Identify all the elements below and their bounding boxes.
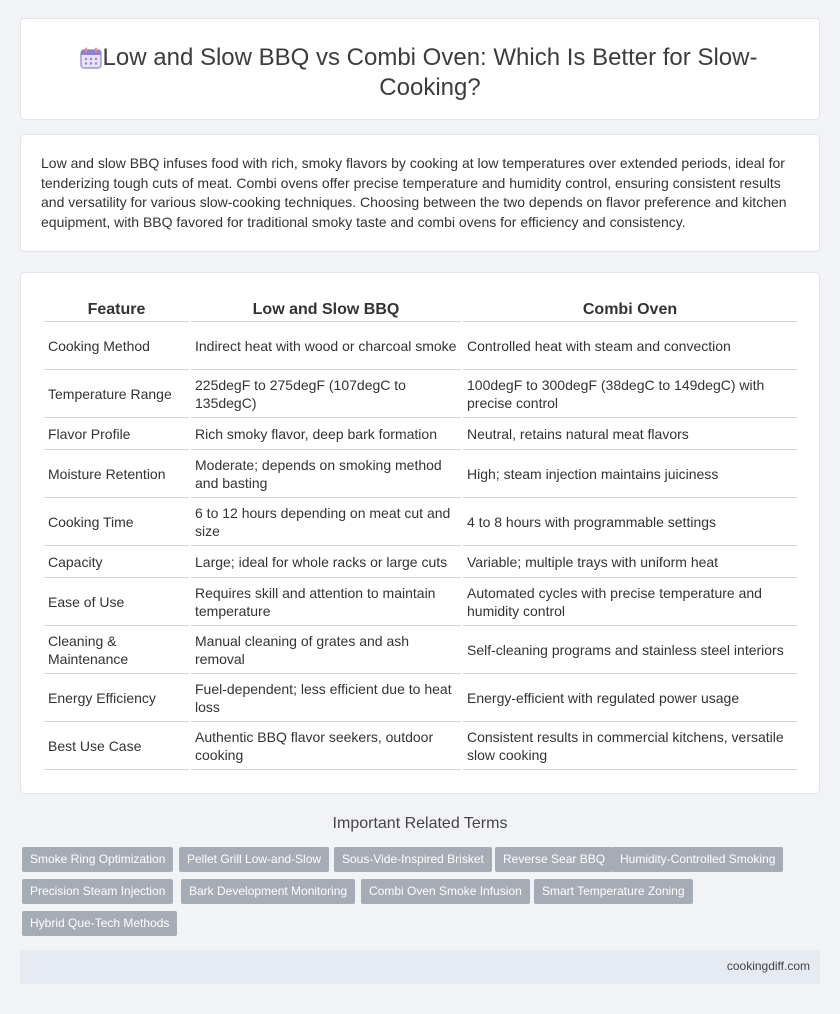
feature-cell: Cleaning & Maintenance bbox=[44, 626, 189, 674]
comparison-table bbox=[42, 294, 799, 770]
tag-humidity-controlled-smoking[interactable]: Humidity-Controlled Smoking bbox=[612, 847, 783, 872]
combi-cell: High; steam injection maintains juiciness bbox=[463, 450, 797, 498]
combi-cell: Self-cleaning programs and stainless steel interiors bbox=[463, 626, 797, 674]
feature-cell: Flavor Profile bbox=[44, 418, 189, 450]
header-bbq: Low and Slow BBQ bbox=[191, 294, 461, 322]
combi-cell: Neutral, retains natural meat flavors bbox=[463, 418, 797, 450]
tag-precision-steam-injection[interactable]: Precision Steam Injection bbox=[22, 879, 173, 904]
combi-cell: Energy-efficient with regulated power usage bbox=[463, 674, 797, 722]
bbq-cell: Moderate; depends on smoking method and basting bbox=[191, 450, 461, 498]
feature-cell: Temperature Range bbox=[44, 370, 189, 418]
footer-site-link[interactable]: cookingdiff.com bbox=[726, 959, 810, 973]
table-row bbox=[44, 674, 797, 722]
feature-cell: Capacity bbox=[44, 546, 189, 578]
table-row bbox=[44, 722, 797, 770]
tag-bark-development[interactable]: Bark Development Monitoring bbox=[181, 879, 355, 904]
combi-cell: Variable; multiple trays with uniform heat bbox=[463, 546, 797, 578]
bbq-cell: 6 to 12 hours depending on meat cut and size bbox=[191, 498, 461, 546]
title-card bbox=[20, 18, 820, 120]
feature-cell: Cooking Time bbox=[44, 498, 189, 546]
combi-cell: 4 to 8 hours with programmable settings bbox=[463, 498, 797, 546]
bbq-cell: Rich smoky flavor, deep bark formation bbox=[191, 418, 461, 450]
table-row bbox=[44, 546, 797, 578]
header-combi: Combi Oven bbox=[463, 294, 797, 322]
table-row bbox=[44, 578, 797, 626]
table-row bbox=[44, 418, 797, 450]
tag-reverse-sear[interactable]: Reverse Sear BBQ bbox=[495, 847, 613, 872]
tag-hybrid-que-tech[interactable]: Hybrid Que-Tech Methods bbox=[22, 911, 177, 936]
combi-cell: Consistent results in commercial kitchens, versatile slow cooking bbox=[463, 722, 797, 770]
table-row bbox=[44, 450, 797, 498]
feature-cell: Cooking Method bbox=[44, 322, 189, 370]
combi-cell: Controlled heat with steam and convection bbox=[463, 322, 797, 370]
table-row bbox=[44, 370, 797, 418]
table-row bbox=[44, 626, 797, 674]
combi-cell: Automated cycles with precise temperature and humidity control bbox=[463, 578, 797, 626]
bbq-cell: Manual cleaning of grates and ash removal bbox=[191, 626, 461, 674]
page-title: Low and Slow BBQ vs Combi Oven: Which Is Better for Slow-Cooking? bbox=[102, 44, 758, 101]
table-row bbox=[44, 498, 797, 546]
table-row bbox=[44, 322, 797, 370]
related-terms-title: Important Related Terms bbox=[332, 815, 508, 832]
bbq-cell: Indirect heat with wood or charcoal smoke bbox=[191, 322, 461, 370]
tag-smoke-ring-optimization[interactable]: Smoke Ring Optimization bbox=[22, 847, 173, 872]
table-header-row bbox=[44, 294, 797, 322]
comparison-card bbox=[20, 272, 820, 794]
bbq-cell: Large; ideal for whole racks or large cuts bbox=[191, 546, 461, 578]
bbq-cell: 225degF to 275degF (107degC to 135degC) bbox=[191, 370, 461, 418]
tag-sous-vide-brisket[interactable]: Sous-Vide-Inspired Brisket bbox=[334, 847, 492, 872]
feature-cell: Ease of Use bbox=[44, 578, 189, 626]
bbq-cell: Fuel-dependent; less efficient due to heat loss bbox=[191, 674, 461, 722]
tag-smart-temperature-zoning[interactable]: Smart Temperature Zoning bbox=[534, 879, 693, 904]
tag-pellet-grill[interactable]: Pellet Grill Low-and-Slow bbox=[179, 847, 329, 872]
feature-cell: Best Use Case bbox=[44, 722, 189, 770]
feature-cell: Energy Efficiency bbox=[44, 674, 189, 722]
footer bbox=[20, 950, 820, 984]
combi-cell: 100degF to 300degF (38degC to 149degC) with precise control bbox=[463, 370, 797, 418]
intro-paragraph: Low and slow BBQ infuses food with rich, smoky flavors by cooking at low temperatures over extended periods, ideal for tenderizing tough cuts of meat. Combi ovens offer precise temperature and humidity control, ensuring consistent results and versatility for various slow-cooking techniques. Choosing between the two depends on flavor preference and kitchen equipment, with BBQ favored for traditional smoky taste and combi ovens for efficiency and consistency. bbox=[41, 155, 787, 230]
bbq-cell: Requires skill and attention to maintain temperature bbox=[191, 578, 461, 626]
header-feature: Feature bbox=[44, 294, 189, 322]
tag-combi-smoke-infusion[interactable]: Combi Oven Smoke Infusion bbox=[361, 879, 530, 904]
bbq-cell: Authentic BBQ flavor seekers, outdoor cooking bbox=[191, 722, 461, 770]
intro-card bbox=[20, 134, 820, 252]
feature-cell: Moisture Retention bbox=[44, 450, 189, 498]
